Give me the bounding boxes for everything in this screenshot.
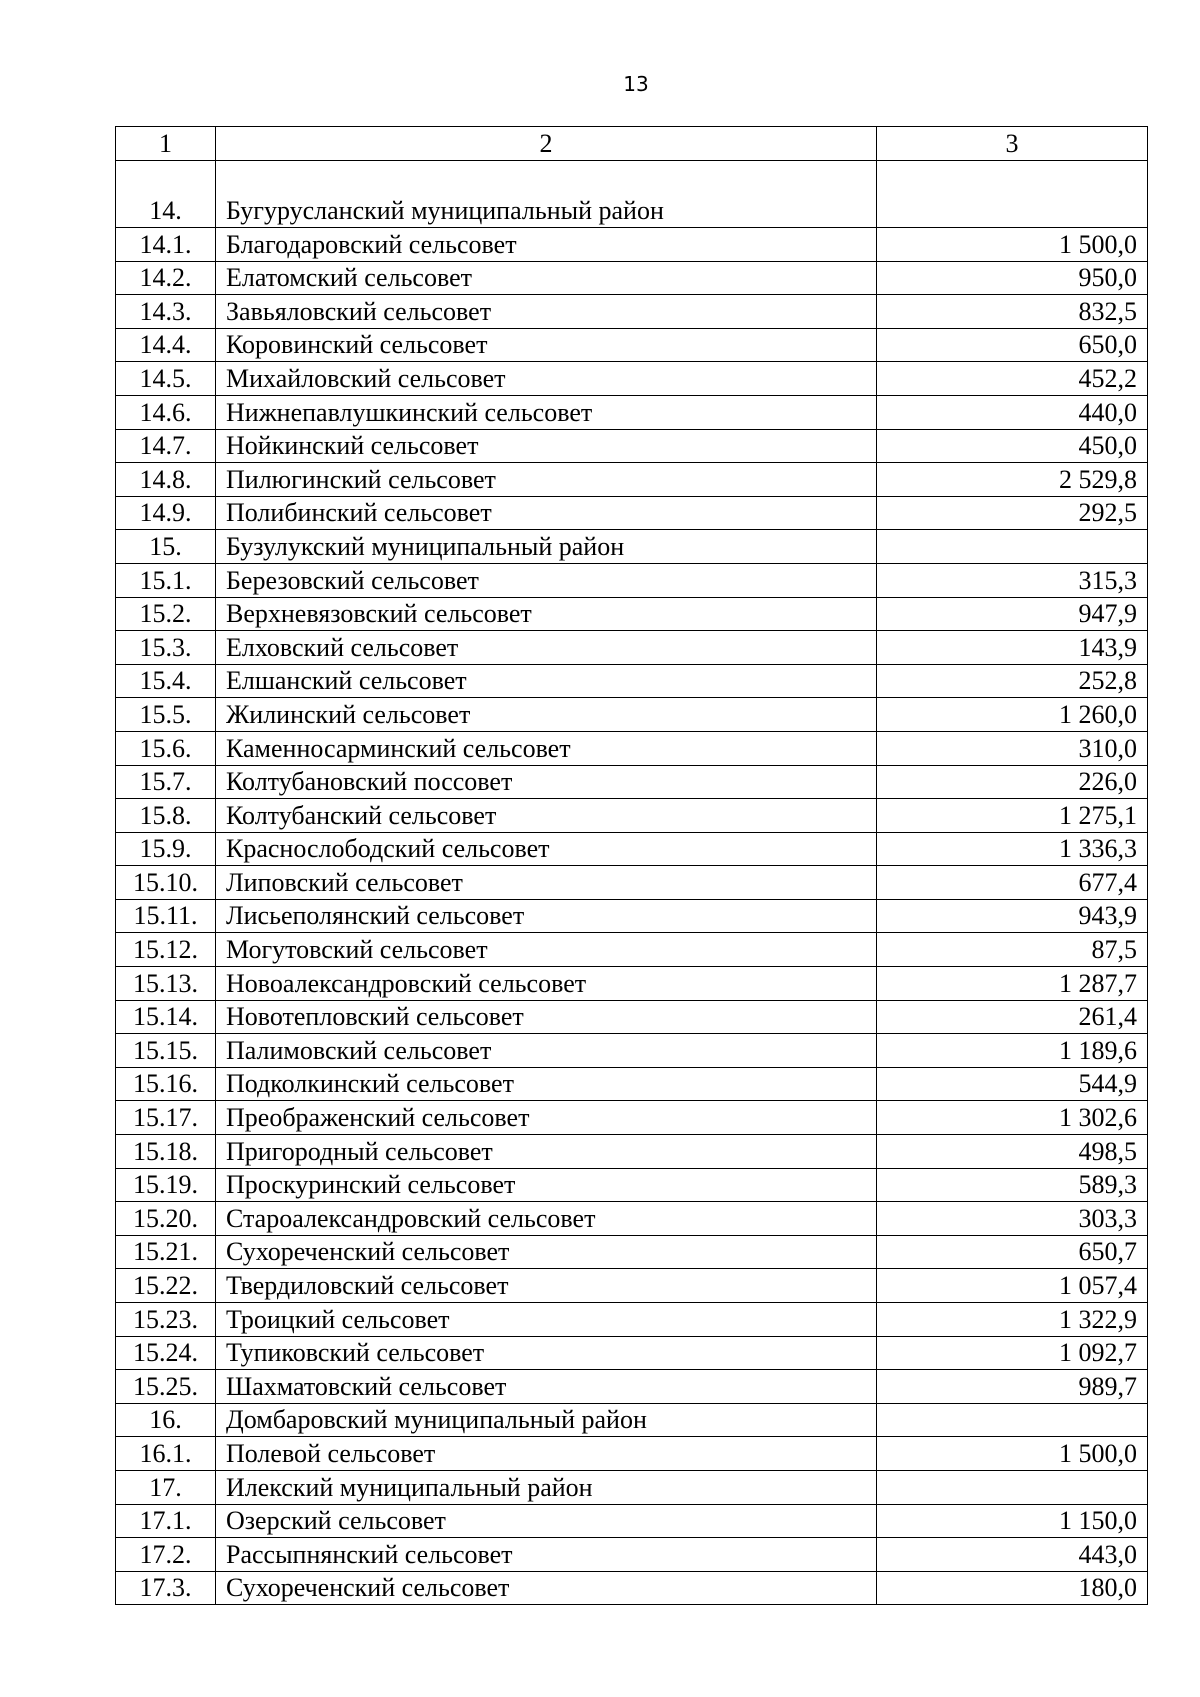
row-number: 14.4. bbox=[116, 328, 216, 362]
table-row bbox=[116, 1067, 1148, 1101]
row-number: 15.5. bbox=[116, 698, 216, 732]
row-number: 15.21. bbox=[116, 1235, 216, 1269]
column-header-name: 2 bbox=[216, 127, 877, 161]
table-row bbox=[116, 597, 1148, 631]
row-value: 1 092,7 bbox=[877, 1336, 1148, 1370]
row-value: 180,0 bbox=[877, 1571, 1148, 1605]
table-row bbox=[116, 899, 1148, 933]
row-number: 14.6. bbox=[116, 395, 216, 429]
row-name: Нойкинский сельсовет bbox=[216, 429, 877, 463]
row-number: 15.6. bbox=[116, 731, 216, 765]
table-row bbox=[116, 530, 1148, 564]
row-number: 15.20. bbox=[116, 1202, 216, 1236]
row-value: 226,0 bbox=[877, 765, 1148, 799]
row-value: 1 260,0 bbox=[877, 698, 1148, 732]
row-name: Илекский муниципальный район bbox=[216, 1470, 877, 1504]
row-value bbox=[877, 1403, 1148, 1437]
row-name: Каменносарминский сельсовет bbox=[216, 731, 877, 765]
table-row bbox=[116, 1235, 1148, 1269]
row-name: Домбаровский муниципальный район bbox=[216, 1403, 877, 1437]
row-value: 143,9 bbox=[877, 631, 1148, 665]
row-value: 650,0 bbox=[877, 328, 1148, 362]
row-value: 292,5 bbox=[877, 496, 1148, 530]
row-number: 16. bbox=[116, 1403, 216, 1437]
column-header-value: 3 bbox=[877, 127, 1148, 161]
row-name: Завьяловский сельсовет bbox=[216, 295, 877, 329]
row-name: Озерский сельсовет bbox=[216, 1504, 877, 1538]
row-name: Елховский сельсовет bbox=[216, 631, 877, 665]
row-value: 440,0 bbox=[877, 395, 1148, 429]
table-row bbox=[116, 1571, 1148, 1605]
row-value: 947,9 bbox=[877, 597, 1148, 631]
row-value: 452,2 bbox=[877, 362, 1148, 396]
row-name: Сухореченский сельсовет bbox=[216, 1571, 877, 1605]
row-name: Рассыпнянский сельсовет bbox=[216, 1538, 877, 1572]
row-number: 14.1. bbox=[116, 228, 216, 262]
row-number: 17.2. bbox=[116, 1538, 216, 1572]
row-value: 1 057,4 bbox=[877, 1269, 1148, 1303]
table-row bbox=[116, 799, 1148, 833]
row-value: 832,5 bbox=[877, 295, 1148, 329]
table-row bbox=[116, 1000, 1148, 1034]
row-value: 589,3 bbox=[877, 1168, 1148, 1202]
row-name: Троицкий сельсовет bbox=[216, 1303, 877, 1337]
table-row bbox=[116, 429, 1148, 463]
row-name: Жилинский сельсовет bbox=[216, 698, 877, 732]
table-row bbox=[116, 1336, 1148, 1370]
row-name: Шахматовский сельсовет bbox=[216, 1370, 877, 1404]
table-row bbox=[116, 563, 1148, 597]
column-header-number: 1 bbox=[116, 127, 216, 161]
row-number: 15.16. bbox=[116, 1067, 216, 1101]
table-row bbox=[116, 832, 1148, 866]
row-number: 15.11. bbox=[116, 899, 216, 933]
row-name: Твердиловский сельсовет bbox=[216, 1269, 877, 1303]
row-name: Пилюгинский сельсовет bbox=[216, 463, 877, 497]
row-number: 14.3. bbox=[116, 295, 216, 329]
row-number: 15.8. bbox=[116, 799, 216, 833]
table-row bbox=[116, 1202, 1148, 1236]
row-number: 15.18. bbox=[116, 1135, 216, 1169]
row-number: 17. bbox=[116, 1470, 216, 1504]
row-number: 15.13. bbox=[116, 967, 216, 1001]
row-value bbox=[877, 530, 1148, 564]
table-row bbox=[116, 362, 1148, 396]
row-name: Липовский сельсовет bbox=[216, 866, 877, 900]
row-value: 989,7 bbox=[877, 1370, 1148, 1404]
table-row bbox=[116, 1370, 1148, 1404]
row-number: 15.23. bbox=[116, 1303, 216, 1337]
table-row bbox=[116, 1269, 1148, 1303]
table-row bbox=[116, 698, 1148, 732]
table-row bbox=[116, 1303, 1148, 1337]
row-name: Благодаровский сельсовет bbox=[216, 228, 877, 262]
row-number: 15.3. bbox=[116, 631, 216, 665]
row-number: 15.24. bbox=[116, 1336, 216, 1370]
row-name: Новотепловский сельсовет bbox=[216, 1000, 877, 1034]
table-row bbox=[116, 261, 1148, 295]
table-row bbox=[116, 1470, 1148, 1504]
row-name: Палимовский сельсовет bbox=[216, 1034, 877, 1068]
row-value: 1 500,0 bbox=[877, 228, 1148, 262]
row-value: 450,0 bbox=[877, 429, 1148, 463]
row-name: Бузулукский муниципальный район bbox=[216, 530, 877, 564]
allocation-table bbox=[115, 126, 1148, 1605]
table-row bbox=[116, 1437, 1148, 1471]
table-row bbox=[116, 1403, 1148, 1437]
row-number: 14.8. bbox=[116, 463, 216, 497]
row-value bbox=[877, 1470, 1148, 1504]
row-name: Лисьеполянский сельсовет bbox=[216, 899, 877, 933]
row-value: 252,8 bbox=[877, 664, 1148, 698]
row-value: 2 529,8 bbox=[877, 463, 1148, 497]
row-name: Проскуринский сельсовет bbox=[216, 1168, 877, 1202]
row-value: 303,3 bbox=[877, 1202, 1148, 1236]
row-number: 15.15. bbox=[116, 1034, 216, 1068]
table-row bbox=[116, 967, 1148, 1001]
table-row bbox=[116, 1538, 1148, 1572]
row-name: Нижнепавлушкинский сельсовет bbox=[216, 395, 877, 429]
row-number: 15.9. bbox=[116, 832, 216, 866]
row-number: 15.2. bbox=[116, 597, 216, 631]
row-number: 17.1. bbox=[116, 1504, 216, 1538]
row-number: 15.22. bbox=[116, 1269, 216, 1303]
row-name: Полибинский сельсовет bbox=[216, 496, 877, 530]
row-number: 15.10. bbox=[116, 866, 216, 900]
table-row bbox=[116, 1101, 1148, 1135]
table-row bbox=[116, 731, 1148, 765]
row-name: Сухореченский сельсовет bbox=[216, 1235, 877, 1269]
row-value: 315,3 bbox=[877, 563, 1148, 597]
row-name: Полевой сельсовет bbox=[216, 1437, 877, 1471]
row-value: 310,0 bbox=[877, 731, 1148, 765]
row-value: 1 322,9 bbox=[877, 1303, 1148, 1337]
table-row bbox=[116, 463, 1148, 497]
table-row bbox=[116, 395, 1148, 429]
table-row bbox=[116, 933, 1148, 967]
row-name: Краснослободский сельсовет bbox=[216, 832, 877, 866]
row-name: Преображенский сельсовет bbox=[216, 1101, 877, 1135]
table-row bbox=[116, 1504, 1148, 1538]
row-name: Пригородный сельсовет bbox=[216, 1135, 877, 1169]
table-row bbox=[116, 631, 1148, 665]
table-row bbox=[116, 1034, 1148, 1068]
row-name: Бугурусланский муниципальный район bbox=[216, 161, 877, 228]
row-number: 15.1. bbox=[116, 563, 216, 597]
table-row bbox=[116, 866, 1148, 900]
row-number: 16.1. bbox=[116, 1437, 216, 1471]
row-value: 943,9 bbox=[877, 899, 1148, 933]
row-value: 1 302,6 bbox=[877, 1101, 1148, 1135]
table-row bbox=[116, 496, 1148, 530]
row-value: 1 275,1 bbox=[877, 799, 1148, 833]
row-number: 15.12. bbox=[116, 933, 216, 967]
row-name: Тупиковский сельсовет bbox=[216, 1336, 877, 1370]
row-value: 1 189,6 bbox=[877, 1034, 1148, 1068]
row-number: 15.19. bbox=[116, 1168, 216, 1202]
row-value: 1 150,0 bbox=[877, 1504, 1148, 1538]
row-value: 261,4 bbox=[877, 1000, 1148, 1034]
page-number: 13 bbox=[623, 72, 649, 96]
row-number: 17.3. bbox=[116, 1571, 216, 1605]
row-value: 1 500,0 bbox=[877, 1437, 1148, 1471]
row-name: Колтубановский поссовет bbox=[216, 765, 877, 799]
row-name: Елатомский сельсовет bbox=[216, 261, 877, 295]
row-value: 650,7 bbox=[877, 1235, 1148, 1269]
row-name: Верхневязовский сельсовет bbox=[216, 597, 877, 631]
table-body bbox=[116, 161, 1148, 1605]
row-value: 87,5 bbox=[877, 933, 1148, 967]
row-name: Коровинский сельсовет bbox=[216, 328, 877, 362]
row-number: 15.7. bbox=[116, 765, 216, 799]
row-name: Новоалександровский сельсовет bbox=[216, 967, 877, 1001]
row-name: Староалександровский сельсовет bbox=[216, 1202, 877, 1236]
table-row bbox=[116, 765, 1148, 799]
row-value: 498,5 bbox=[877, 1135, 1148, 1169]
row-value: 544,9 bbox=[877, 1067, 1148, 1101]
row-number: 15.4. bbox=[116, 664, 216, 698]
row-number: 15.17. bbox=[116, 1101, 216, 1135]
row-value: 677,4 bbox=[877, 866, 1148, 900]
table-row bbox=[116, 228, 1148, 262]
row-value: 950,0 bbox=[877, 261, 1148, 295]
row-number: 15.25. bbox=[116, 1370, 216, 1404]
table-row bbox=[116, 328, 1148, 362]
row-name: Михайловский сельсовет bbox=[216, 362, 877, 396]
row-value bbox=[877, 161, 1148, 228]
table-row bbox=[116, 1135, 1148, 1169]
row-name: Колтубанский сельсовет bbox=[216, 799, 877, 833]
row-number: 14.9. bbox=[116, 496, 216, 530]
row-number: 15. bbox=[116, 530, 216, 564]
table-row bbox=[116, 1168, 1148, 1202]
table-header-row bbox=[116, 127, 1148, 161]
row-number: 14.5. bbox=[116, 362, 216, 396]
row-value: 1 287,7 bbox=[877, 967, 1148, 1001]
row-name: Елшанский сельсовет bbox=[216, 664, 877, 698]
row-number: 15.14. bbox=[116, 1000, 216, 1034]
table-row bbox=[116, 295, 1148, 329]
table-row bbox=[116, 161, 1148, 228]
row-name: Могутовский сельсовет bbox=[216, 933, 877, 967]
table-row bbox=[116, 664, 1148, 698]
row-name: Подколкинский сельсовет bbox=[216, 1067, 877, 1101]
row-value: 1 336,3 bbox=[877, 832, 1148, 866]
row-value: 443,0 bbox=[877, 1538, 1148, 1572]
row-name: Березовский сельсовет bbox=[216, 563, 877, 597]
row-number: 14.2. bbox=[116, 261, 216, 295]
row-number: 14. bbox=[116, 161, 216, 228]
row-number: 14.7. bbox=[116, 429, 216, 463]
